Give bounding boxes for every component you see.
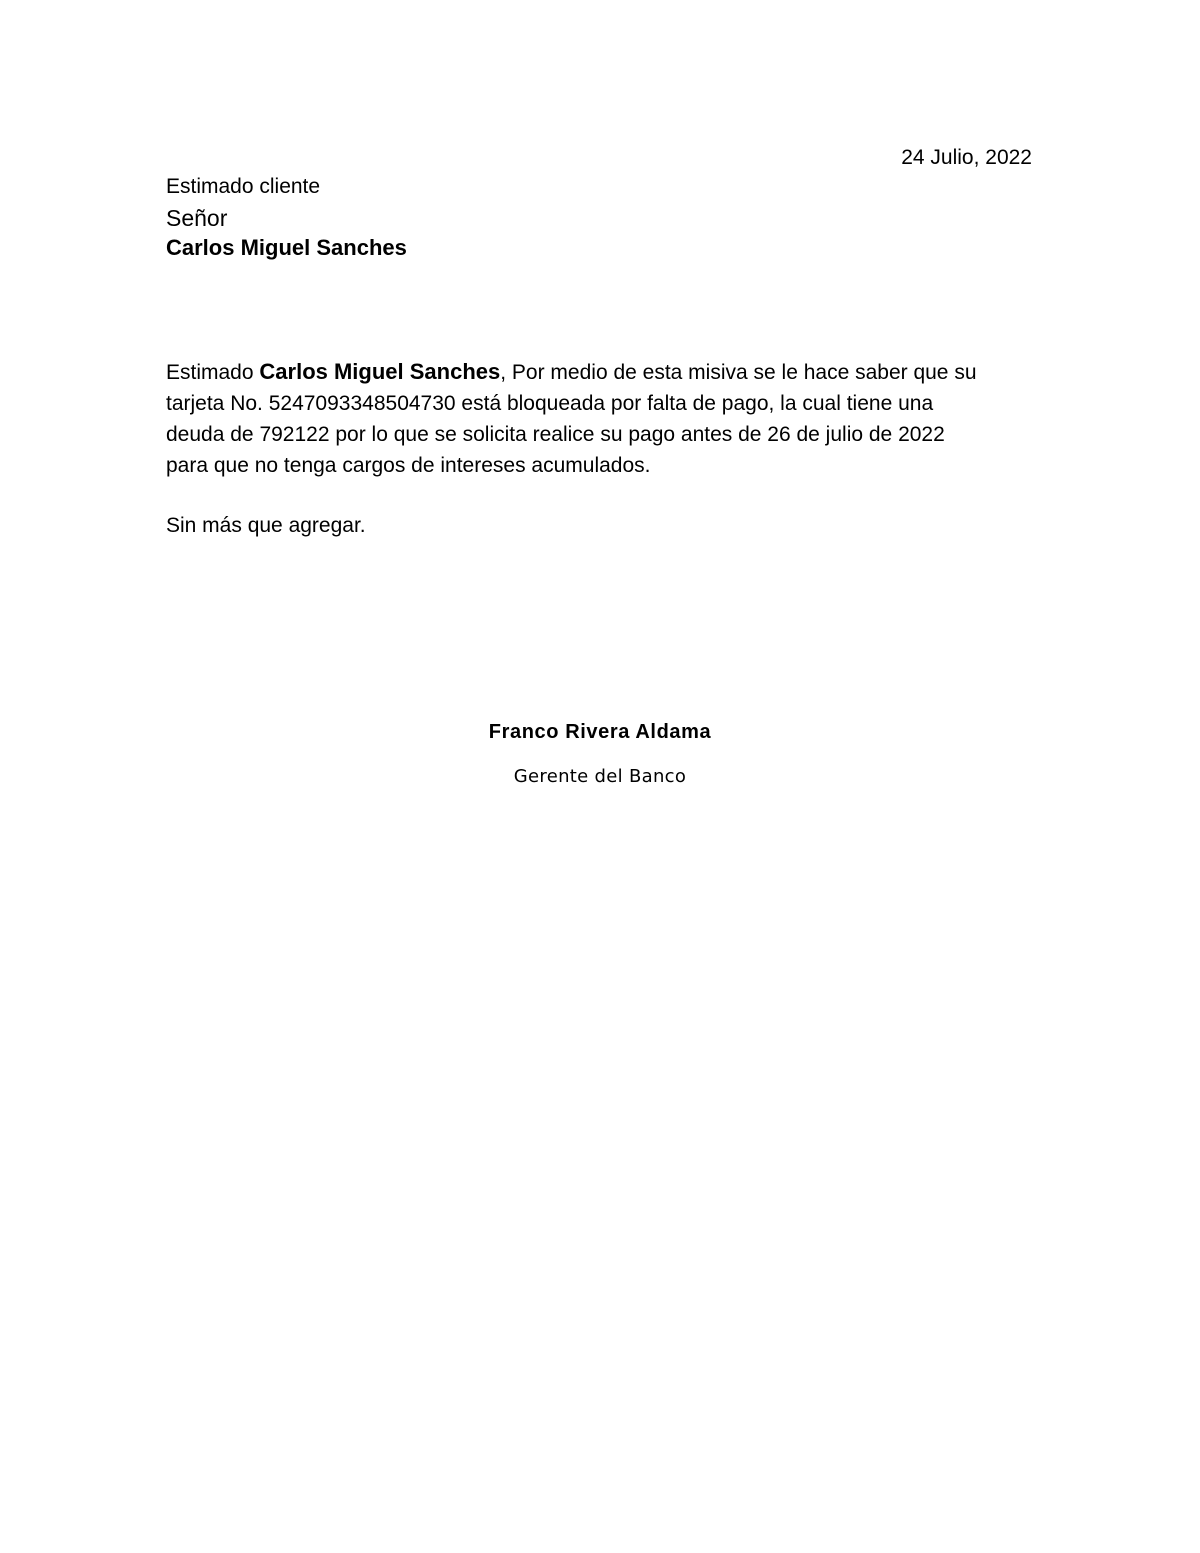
letter-date: 24 Julio, 2022 [901,146,1032,169]
signature-role: Gerente del Banco [513,766,687,787]
letter-body [166,356,1036,481]
recipient-title: Señor [166,205,228,231]
body-line-4: para que no tenga cargos de intereses acumulados. [166,454,651,477]
due-date: 26 de julio de 2022 [767,423,945,446]
body-line3-prefix: deuda de [166,423,260,446]
greeting-line: Estimado cliente [166,175,321,198]
body-line-1 [166,356,1036,388]
body-recipient-name: Carlos Miguel Sanches [259,359,501,384]
debt-amount: 792122 [259,423,330,446]
body-line2-prefix: tarjeta No. [166,392,269,415]
signature-name: Franco Rivera Aldama [488,721,712,743]
body-salutation: Estimado [166,361,254,384]
body-line2-rest: está bloqueada por falta de pago, la cual tiene una [455,392,934,415]
body-line-3 [166,419,1036,450]
body-line-2 [166,388,1036,419]
body-line3-middle: por lo que se solicita realice su pago antes de [329,423,768,446]
recipient-name: Carlos Miguel Sanches [166,235,407,260]
body-line1-rest: , Por medio de esta misiva se le hace saber que su [500,361,977,384]
closing-line: Sin más que agregar. [166,514,366,537]
card-number: 5247093348504730 [268,392,456,415]
